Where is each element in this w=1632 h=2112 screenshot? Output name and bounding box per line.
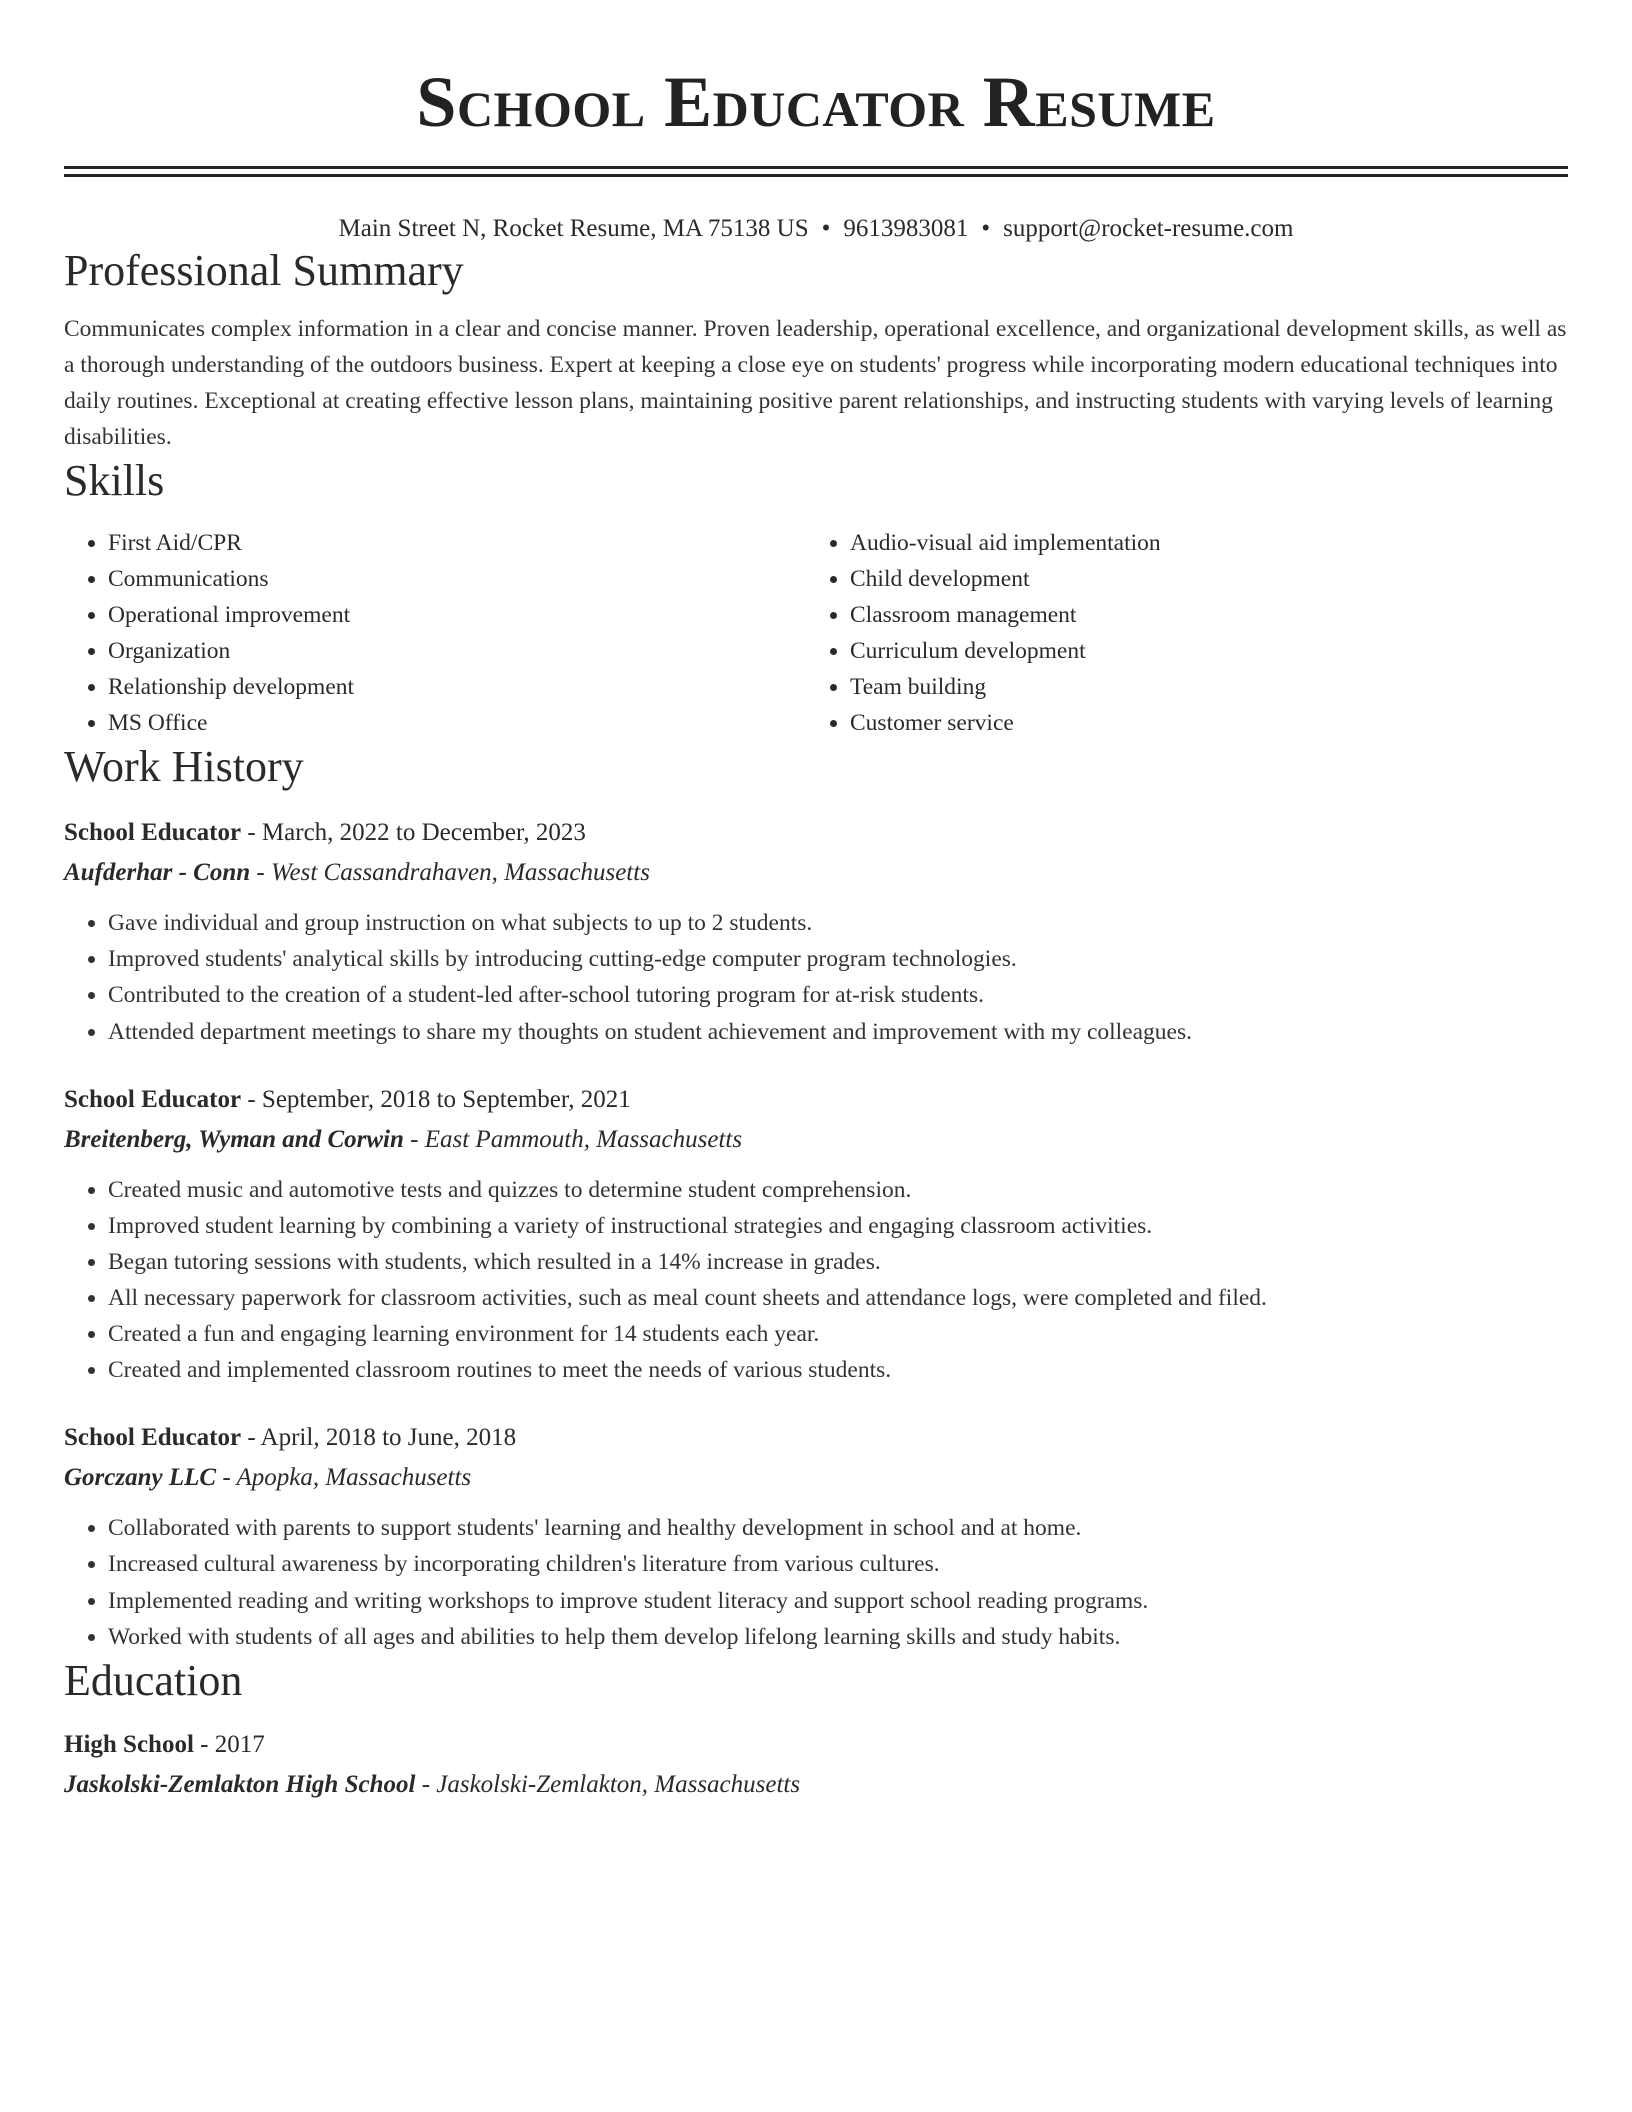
school-name: Jaskolski-Zemlakton High School bbox=[64, 1771, 416, 1798]
job-duties bbox=[64, 905, 1568, 1050]
degree-line bbox=[64, 1727, 1568, 1763]
skill-item: • Classroom management bbox=[850, 597, 1548, 633]
job-entry bbox=[64, 1420, 1568, 1655]
company-location: - East Pammouth, Massachusetts bbox=[403, 1126, 743, 1153]
contact-phone: 9613983081 bbox=[843, 215, 969, 242]
skill-item: • Relationship development bbox=[108, 669, 806, 705]
job-title-line bbox=[64, 1420, 1568, 1456]
skill-item: • Audio-visual aid implementation bbox=[850, 525, 1548, 561]
job-dates: - September, 2018 to September, 2021 bbox=[241, 1086, 631, 1113]
duty-item: • All necessary paperwork for classroom activities, such as meal count sheets and attendance logs, were completed and filed. bbox=[108, 1280, 1568, 1316]
school-line bbox=[64, 1767, 1568, 1803]
duty-item: • Improved student learning by combining a variety of instructional strategies and engaging classroom activities. bbox=[108, 1208, 1568, 1244]
education-entry bbox=[64, 1727, 1568, 1803]
duty-item: • Contributed to the creation of a student-led after-school tutoring program for at-risk students. bbox=[108, 977, 1568, 1013]
job-dates: - April, 2018 to June, 2018 bbox=[241, 1424, 517, 1451]
education-heading: Education bbox=[64, 1656, 243, 1705]
job-entry bbox=[64, 1082, 1568, 1388]
job-duties bbox=[64, 1510, 1568, 1655]
skills-list bbox=[64, 525, 1568, 741]
duty-item: • Implemented reading and writing workshops to improve student literacy and support school reading programs. bbox=[108, 1583, 1568, 1619]
title-divider-bottom bbox=[64, 174, 1568, 177]
skill-item: • Customer service bbox=[850, 705, 1548, 741]
company-location: - West Cassandrahaven, Massachusetts bbox=[250, 859, 650, 886]
company-name: Breitenberg, Wyman and Corwin bbox=[64, 1126, 404, 1153]
school-location: - Jaskolski-Zemlakton, Massachusetts bbox=[415, 1771, 801, 1798]
skills-column-right bbox=[806, 525, 1548, 741]
contact-line bbox=[64, 213, 1568, 245]
duty-item: • Created a fun and engaging learning environment for 14 students each year. bbox=[108, 1316, 1568, 1352]
duty-item: • Improved students' analytical skills by introducing cutting-edge computer program technologies. bbox=[108, 941, 1568, 977]
contact-address: Main Street N, Rocket Resume, MA 75138 US bbox=[338, 215, 809, 242]
company-line bbox=[64, 855, 1568, 891]
job-title-line bbox=[64, 1082, 1568, 1118]
duty-item: • Collaborated with parents to support students' learning and healthy development in school and at home. bbox=[108, 1510, 1568, 1546]
contact-email: support@rocket-resume.com bbox=[1003, 215, 1294, 242]
skills-column-left bbox=[64, 525, 806, 741]
job-title: School Educator bbox=[64, 1086, 242, 1113]
skill-item: • Curriculum development bbox=[850, 633, 1548, 669]
duty-item: • Worked with students of all ages and abilities to help them develop lifelong learning skills and study habits. bbox=[108, 1619, 1568, 1655]
duty-item: • Began tutoring sessions with students, which resulted in a 14% increase in grades. bbox=[108, 1244, 1568, 1280]
job-duties bbox=[64, 1172, 1568, 1388]
skill-item: • MS Office bbox=[108, 705, 806, 741]
duty-item: • Increased cultural awareness by incorporating children's literature from various cultures. bbox=[108, 1546, 1568, 1582]
contact-separator: • bbox=[981, 215, 991, 242]
title-divider-top bbox=[64, 166, 1568, 169]
job-title-line bbox=[64, 815, 1568, 851]
job-title: School Educator bbox=[64, 819, 242, 846]
company-name: Aufderhar - Conn bbox=[64, 859, 251, 886]
job-dates: - March, 2022 to December, 2023 bbox=[241, 819, 586, 846]
skill-item: • Operational improvement bbox=[108, 597, 806, 633]
skill-item: • Organization bbox=[108, 633, 806, 669]
skill-item: • First Aid/CPR bbox=[108, 525, 806, 561]
skill-item: • Communications bbox=[108, 561, 806, 597]
work-history-heading: Work History bbox=[64, 742, 304, 791]
skill-item: • Team building bbox=[850, 669, 1548, 705]
job-entry bbox=[64, 815, 1568, 1050]
company-location: - Apopka, Massachusetts bbox=[216, 1464, 472, 1491]
duty-item: • Created and implemented classroom routines to meet the needs of various students. bbox=[108, 1352, 1568, 1388]
company-name: Gorczany LLC bbox=[64, 1464, 217, 1491]
skill-item: • Child development bbox=[850, 561, 1548, 597]
job-title: School Educator bbox=[64, 1424, 242, 1451]
contact-separator: • bbox=[821, 215, 831, 242]
company-line bbox=[64, 1122, 1568, 1158]
duty-item: • Gave individual and group instruction on what subjects to up to 2 students. bbox=[108, 905, 1568, 941]
skills-heading: Skills bbox=[64, 456, 165, 505]
company-line bbox=[64, 1460, 1568, 1496]
duty-item: • Created music and automotive tests and quizzes to determine student comprehension. bbox=[108, 1172, 1568, 1208]
summary-heading: Professional Summary bbox=[64, 246, 464, 295]
resume-title: School Educator Resume bbox=[416, 62, 1216, 142]
duty-item: • Attended department meetings to share my thoughts on student achievement and improvement with my colleagues. bbox=[108, 1014, 1568, 1050]
graduation-year: - 2017 bbox=[193, 1731, 265, 1758]
degree: High School bbox=[64, 1731, 194, 1758]
summary-text: Communicates complex information in a clear and concise manner. Proven leadership, operational excellence, and organizational development skills, as well as a thorough understanding of the outdoors business. Expert at keeping a close eye on students' progress while incorporating modern educational techniques into daily routines. Exceptional at creating effective lesson plans, maintaining positive parent relationships, and instructing students with varying levels of learning disabilities. bbox=[64, 316, 1567, 450]
